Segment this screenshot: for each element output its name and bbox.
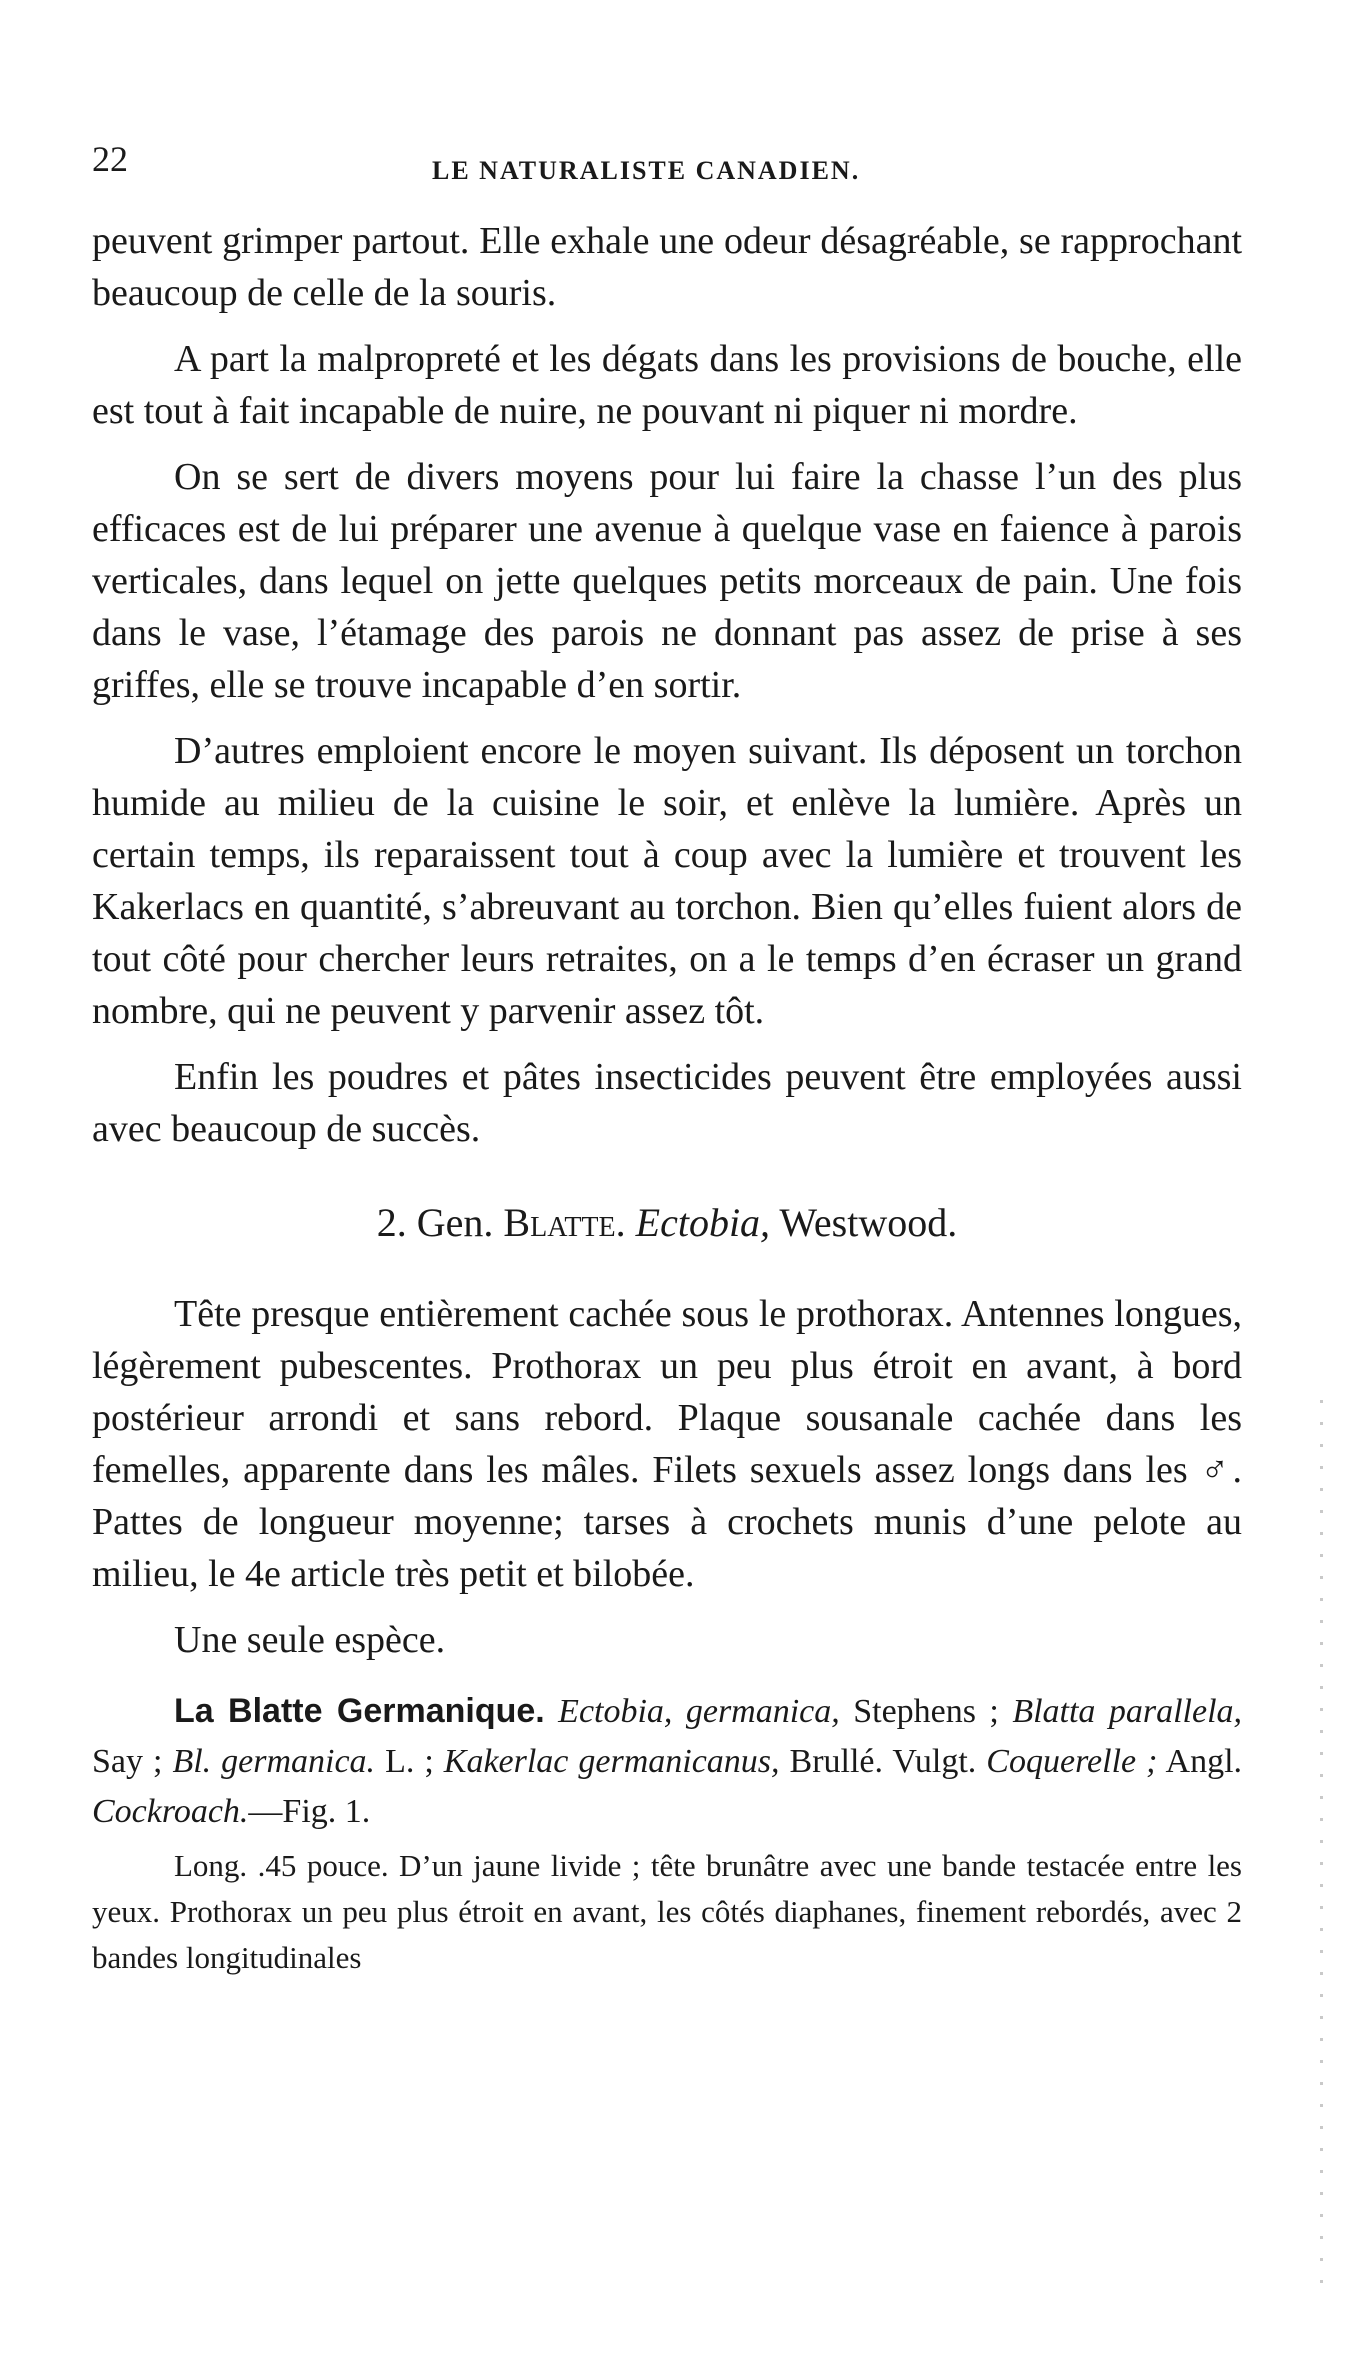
paragraph-trap-vase: On se sert de divers moyens pour lui faire la chasse l’un des plus efficaces est de lui préparer une avenue à quelque vase en faience à parois verticales, dans lequel on jette quelques petits morceaux de pain. Une fois dans le vase, l’étamage des parois ne donnant pas assez de prise à ses griffes, elle se trouve incapable d’en sortir. — [92, 456, 1242, 706]
vulgar-name: Coquerelle ; — [986, 1743, 1158, 1780]
species-synonym-1-author: Stephens ; — [853, 1693, 999, 1730]
genus-description: Tête presque entièrement cachée sous le prothorax. Antennes longues, légèrement pubescentes. Prothorax un peu plus étroit en avant, à bord postérieur arrondi et sans rebord. Plaque sousanale cachée dans les femelles, apparente dans les mâles. Filets sexuels assez longs dans les ♂. Pattes de longueur moyenne; tarses à crochets munis d’une pelote au milieu, le 4e article très petit et bilobée. — [92, 1293, 1242, 1595]
species-synonym-3-author: L. ; — [385, 1743, 434, 1780]
genus-heading — [92, 1199, 1242, 1246]
page-number: 22 — [92, 139, 128, 179]
english-name: Cockroach. — [92, 1793, 249, 1830]
species-synonym-2-author: Say ; — [92, 1743, 163, 1780]
paragraph-continuation: peuvent grimper partout. Elle exhale une odeur désagréable, se rapprochant beaucoup de celle de la souris. — [92, 220, 1242, 314]
genus-latin: Ectobia, — [635, 1200, 771, 1245]
species-name: La Blatte Germanique. — [174, 1692, 545, 1730]
margin-speckle — [1320, 1400, 1323, 2300]
english-label: Angl. — [1165, 1743, 1243, 1780]
species-heading — [92, 1686, 1242, 1837]
genus-author: Westwood. — [779, 1200, 958, 1245]
page-header — [92, 138, 1272, 188]
species-synonym-2: Blatta parallela, — [1012, 1693, 1243, 1730]
species-synonym-4-author: Brullé. — [789, 1743, 884, 1780]
species-synonym-3: Bl. germanica. — [172, 1743, 376, 1780]
paragraph-trap-cloth: D’autres emploient encore le moyen suivant. Ils déposent un torchon humide au milieu de la cuisine le soir, et enlève la lumière. Après un certain temps, ils reparaissent tout à coup avec la lumière et trouvent les Kakerlacs en quantité, s’abreuvant au torchon. Bien qu’elles fuient alors de tout côté pour chercher leurs retraites, on a le temps d’en écraser un grand nombre, qui ne peuvent y parvenir assez tôt. — [92, 730, 1242, 1032]
figure-reference: —Fig. 1. — [248, 1793, 371, 1830]
running-head: LE NATURALISTE CANADIEN. — [432, 156, 861, 185]
species-synonym-4: Kakerlac germanicanus, — [443, 1743, 780, 1780]
vulgar-label: Vulgt. — [892, 1743, 977, 1780]
paragraph-harmlessness: A part la malpropreté et les dégats dans les provisions de bouche, elle est tout à fait incapable de nuire, ne pouvant ni piquer ni mordre. — [92, 338, 1242, 432]
genus-number: 2. Gen. — [376, 1200, 494, 1245]
paragraph-insecticides: Enfin les poudres et pâtes insecticides peuvent être employées aussi avec beaucoup de succès. — [92, 1056, 1242, 1150]
species-description: Long. .45 pouce. D’un jaune livide ; tête brunâtre avec une bande testacée entre les yeux. Prothorax un peu plus étroit en avant, les côtés diaphanes, finement rebordés, avec 2 bandes longitudinales — [92, 1848, 1242, 1975]
genus-name: Blatte. — [503, 1200, 626, 1245]
page-body — [92, 215, 1242, 1981]
single-species-note: Une seule espèce. — [174, 1619, 446, 1661]
species-synonym-1: Ectobia, germanica, — [558, 1693, 840, 1730]
